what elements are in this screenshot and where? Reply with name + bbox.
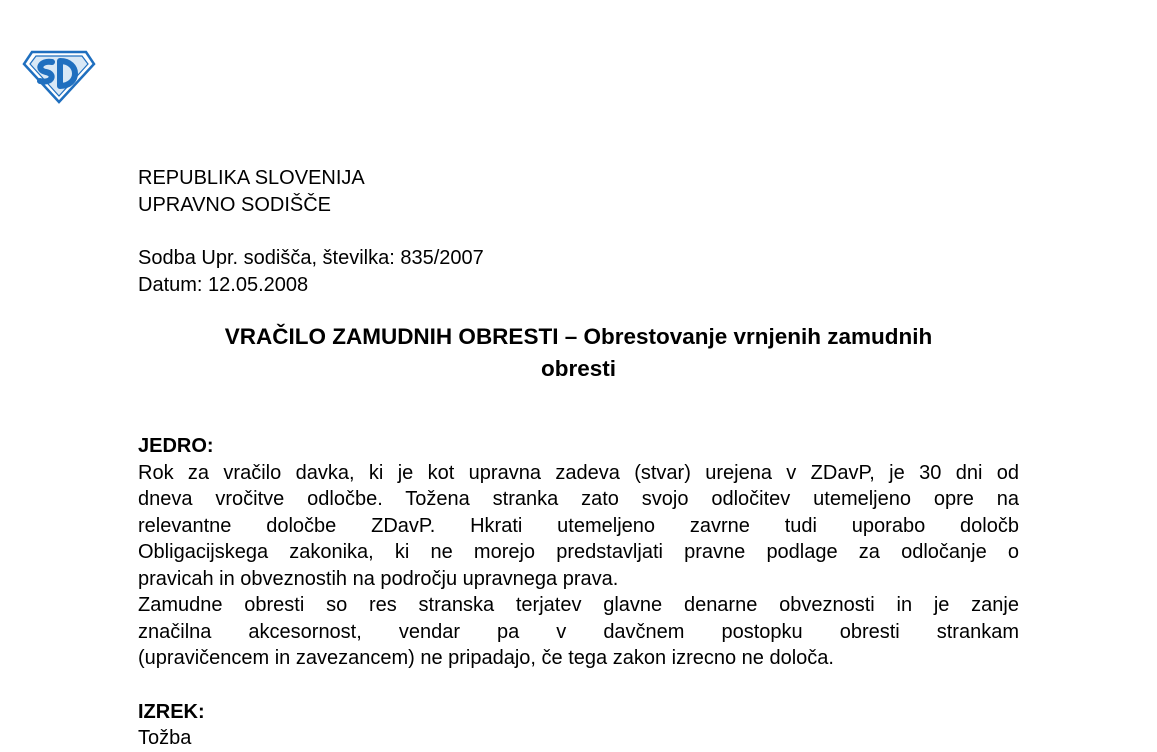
court-name: UPRAVNO SODIŠČE — [138, 193, 331, 216]
jedro-p2-line: značilna akcesornost, vendar pa v davčnem postopku obresti strankam — [138, 620, 1019, 643]
jedro-p1-line: Rok za vračilo davka, ki je kot upravna zadeva (stvar) urejena v ZDavP, je 30 dni od — [138, 461, 1019, 484]
jedro-p1-line: dneva vročitve odločbe. Tožena stranka zato svojo odločitev utemeljeno opre na — [138, 488, 1019, 510]
izrek-text-cut — [138, 725, 1019, 749]
jedro-heading: JEDRO: — [138, 435, 214, 457]
jedro-p1-line: pravicah in obveznostih na področju upravnega prava. — [138, 567, 619, 590]
jedro-p2-line: Zamudne obresti so res stranska terjatev glavne denarne obveznosti in je zanje — [138, 594, 1019, 616]
court-logo — [22, 48, 96, 104]
country-name: REPUBLIKA SLOVENIJA — [138, 167, 365, 189]
document-body — [138, 165, 1019, 749]
case-number: Sodba Upr. sodišča, številka: 835/2007 — [138, 247, 484, 269]
jedro-p1-line: relevantne določbe ZDavP. Hkrati utemeljeno zavrne tudi uporabo določb — [138, 514, 1019, 537]
izrek-heading: IZREK: — [138, 700, 205, 723]
jedro-paragraph-2 — [138, 592, 1019, 672]
decision-date: Datum: 12.05.2008 — [138, 273, 309, 296]
jedro-p1-line: Obligacijskega zakonika, ki ne morejo predstavljati pravne podlage za odločanje o — [138, 541, 1019, 563]
jedro-p2-line: (upravičencem in zavezancem) ne pripadajo, če tega zakon izrecno ne določa. — [138, 647, 834, 669]
document-title — [138, 321, 1019, 385]
title-line-1: VRAČILO ZAMUDNIH OBRESTI – Obrestovanje vrnjenih zamudnih — [224, 324, 933, 349]
title-line-2: obresti — [540, 356, 616, 381]
izrek-first-word: Tožba — [138, 727, 192, 749]
jedro-paragraph-1 — [138, 460, 1019, 593]
